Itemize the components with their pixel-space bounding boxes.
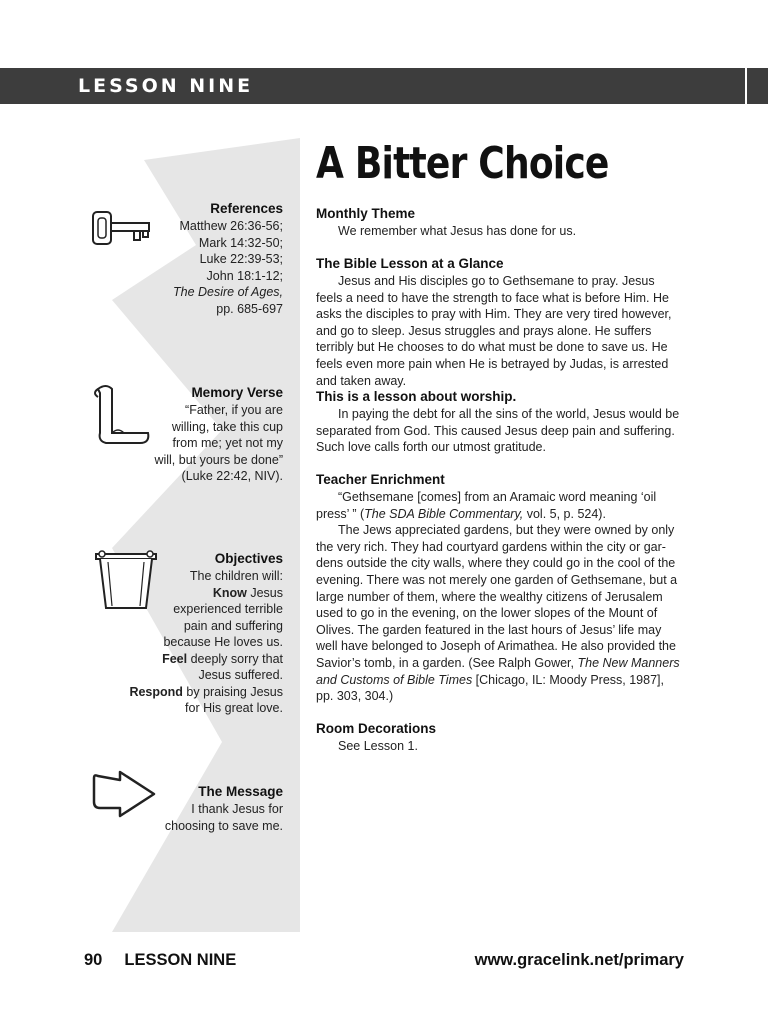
memory-verse-line: (Luke 22:42, NIV). bbox=[181, 469, 283, 483]
reference-pages: pp. 685-697 bbox=[216, 301, 283, 316]
monthly-theme-section bbox=[316, 205, 684, 240]
monthly-theme-text: We remember what Jesus has done for us. bbox=[338, 224, 577, 238]
objective-line: because He loves us. bbox=[163, 635, 283, 649]
references-block bbox=[173, 200, 283, 317]
objective-line: pain and suffering bbox=[183, 618, 283, 633]
memory-verse-block bbox=[154, 384, 283, 485]
monthly-theme-heading: Monthly Theme bbox=[316, 206, 416, 221]
room-decorations-text: See Lesson 1. bbox=[338, 739, 418, 753]
objective-line: Jesus suffered. bbox=[198, 668, 283, 682]
footer-url: www.gracelink.net/primary bbox=[474, 951, 684, 969]
objective-feel: Feel deeply sorry that bbox=[162, 651, 283, 666]
objective-respond: Respond by praising Jesus bbox=[129, 684, 283, 699]
footer-left bbox=[84, 949, 236, 971]
memory-verse-line: willing, take this cup bbox=[171, 419, 283, 434]
arrow-right-icon bbox=[90, 768, 158, 822]
objective-line: for His great love. bbox=[185, 701, 283, 715]
reference-line: John 18:1-12; bbox=[206, 268, 283, 283]
glance-section bbox=[316, 255, 684, 389]
header-bar-tab bbox=[747, 68, 768, 104]
worship-text: In paying the debt for all the sins of the world, Jesus would be separated from God. This caused Jesus deep pain and suffering. Such love calls forth our utmost gratitude. bbox=[316, 407, 680, 455]
objective-know: Know Jesus bbox=[212, 585, 283, 600]
message-line: I thank Jesus for bbox=[191, 802, 283, 816]
reference-line: Matthew 26:36-56; bbox=[179, 219, 283, 233]
memory-verse-line: will, but yours be done” bbox=[154, 452, 283, 467]
scroll-icon bbox=[90, 383, 154, 447]
objectives-block bbox=[129, 550, 283, 717]
worship-section bbox=[316, 388, 684, 456]
teacher-enrichment-section bbox=[316, 471, 684, 705]
glance-heading: The Bible Lesson at a Glance bbox=[316, 256, 504, 271]
objective-line: experienced terrible bbox=[173, 602, 283, 616]
worship-heading: This is a lesson about worship. bbox=[316, 389, 517, 404]
memory-verse-line: “Father, if you are bbox=[185, 403, 283, 417]
enrichment-paragraph: The Jews appreciated gardens, but they were owned by only the very rich. They had courtyard gardens within the city or gar-dens outside the city walls, where they could go in the cool of the evening. There was not merely one garden of Gethsemane, but a large number of them, where the wealthy citizens of Jerusalem used to go in the evening, on the lower slopes of the Mount of Olives. The garden featured in the last hours of Jesus’ life may well have belonged to Joseph of Arimathea. He also provided the Savior’s tomb, in a garden. (See Ralph Gower, The New Manners and Customs of Bible Times [Chicago, IL: Moody Press, 1987], pp. 303, 304.) bbox=[316, 523, 680, 704]
page-title: A Bitter Choice bbox=[316, 138, 609, 189]
objectives-intro: The children will: bbox=[189, 569, 283, 583]
teacher-enrichment-heading: Teacher Enrichment bbox=[316, 472, 445, 487]
reference-book-title: The Desire of Ages, bbox=[172, 285, 283, 299]
key-icon bbox=[90, 208, 154, 248]
page-number: 90 bbox=[84, 951, 103, 969]
glance-text: Jesus and His disciples go to Gethsemane to pray. Jesus feels a need to have the strength to face what is before Him. He asks the disciples to pray with Him. They are very tired however, and go to sleep. Jesus struggles and prays alone. He suffers terribly but He chooses to do what must be done to save us. He feels even more pain when He is betrayed by Judas, is arrested and taken away. bbox=[316, 274, 672, 388]
objectives-heading: Objectives bbox=[214, 551, 283, 566]
message-heading: The Message bbox=[198, 784, 283, 799]
enrichment-paragraph: “Gethsemane [comes] from an Aramaic word meaning ‘oil press’ ” (The SDA Bible Commentary, vol. 5, p. 524). bbox=[316, 490, 657, 521]
references-heading: References bbox=[210, 201, 283, 216]
message-block bbox=[165, 783, 283, 834]
room-decorations-heading: Room Decorations bbox=[316, 721, 437, 736]
reference-line: Mark 14:32-50; bbox=[198, 235, 283, 250]
footer-lesson-label: LESSON NINE bbox=[124, 951, 237, 969]
room-decorations-section bbox=[316, 720, 684, 755]
memory-verse-heading: Memory Verse bbox=[191, 385, 283, 400]
message-line: choosing to save me. bbox=[164, 818, 283, 833]
reference-line: Luke 22:39-53; bbox=[199, 252, 283, 266]
memory-verse-line: from me; yet not my bbox=[172, 436, 283, 450]
header-lesson-label: LESSON NINE bbox=[78, 75, 254, 97]
